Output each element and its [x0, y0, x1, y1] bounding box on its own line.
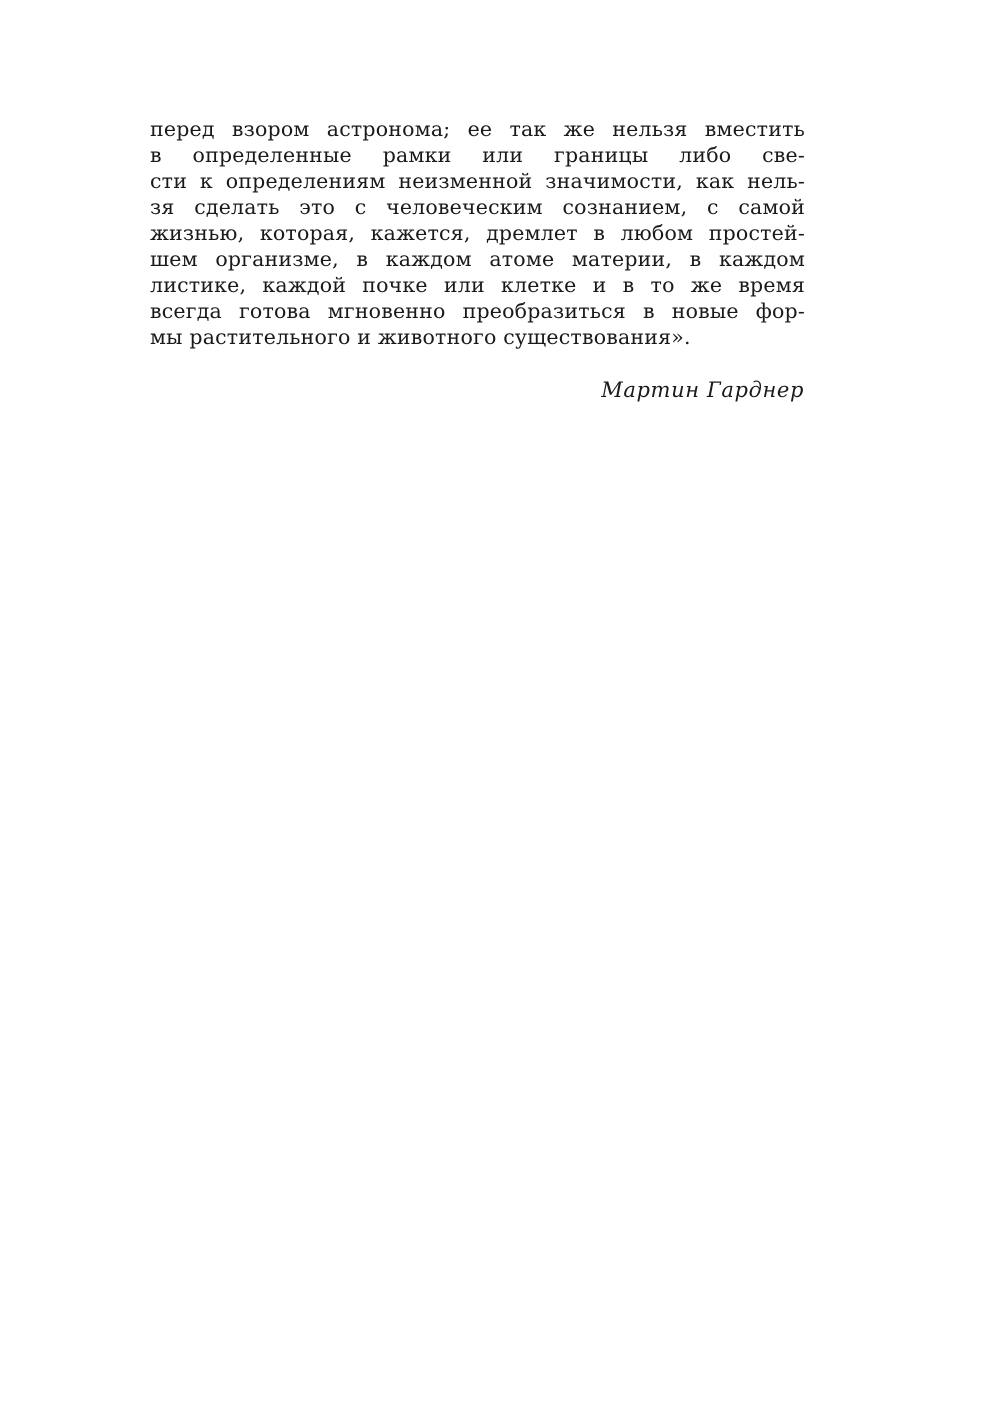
paragraph-line: перед взором астронома; ее так же нельзя вместить — [150, 117, 805, 141]
paragraph-line: шем организме, в каждом атоме материи, в каждом — [150, 247, 805, 271]
paragraph-line: листике, каждой почке или клетке и в то же время — [150, 273, 805, 297]
paragraph-line: всегда готова мгновенно преобразиться в новые фор- — [150, 299, 805, 323]
author-signature: Мартин Гарднер — [601, 378, 804, 402]
paragraph-line: в определенные рамки или границы либо све- — [150, 143, 805, 167]
paragraph-line: сти к определениям неизменной значимости, как нель- — [150, 169, 805, 193]
quote-paragraph — [150, 116, 805, 350]
paragraph-line: мы растительного и животного существования». — [150, 325, 691, 349]
paragraph-line: зя сделать это с человеческим сознанием, с самой — [150, 195, 805, 219]
paragraph-line: жизнью, которая, кажется, дремлет в любом простей- — [150, 221, 805, 245]
